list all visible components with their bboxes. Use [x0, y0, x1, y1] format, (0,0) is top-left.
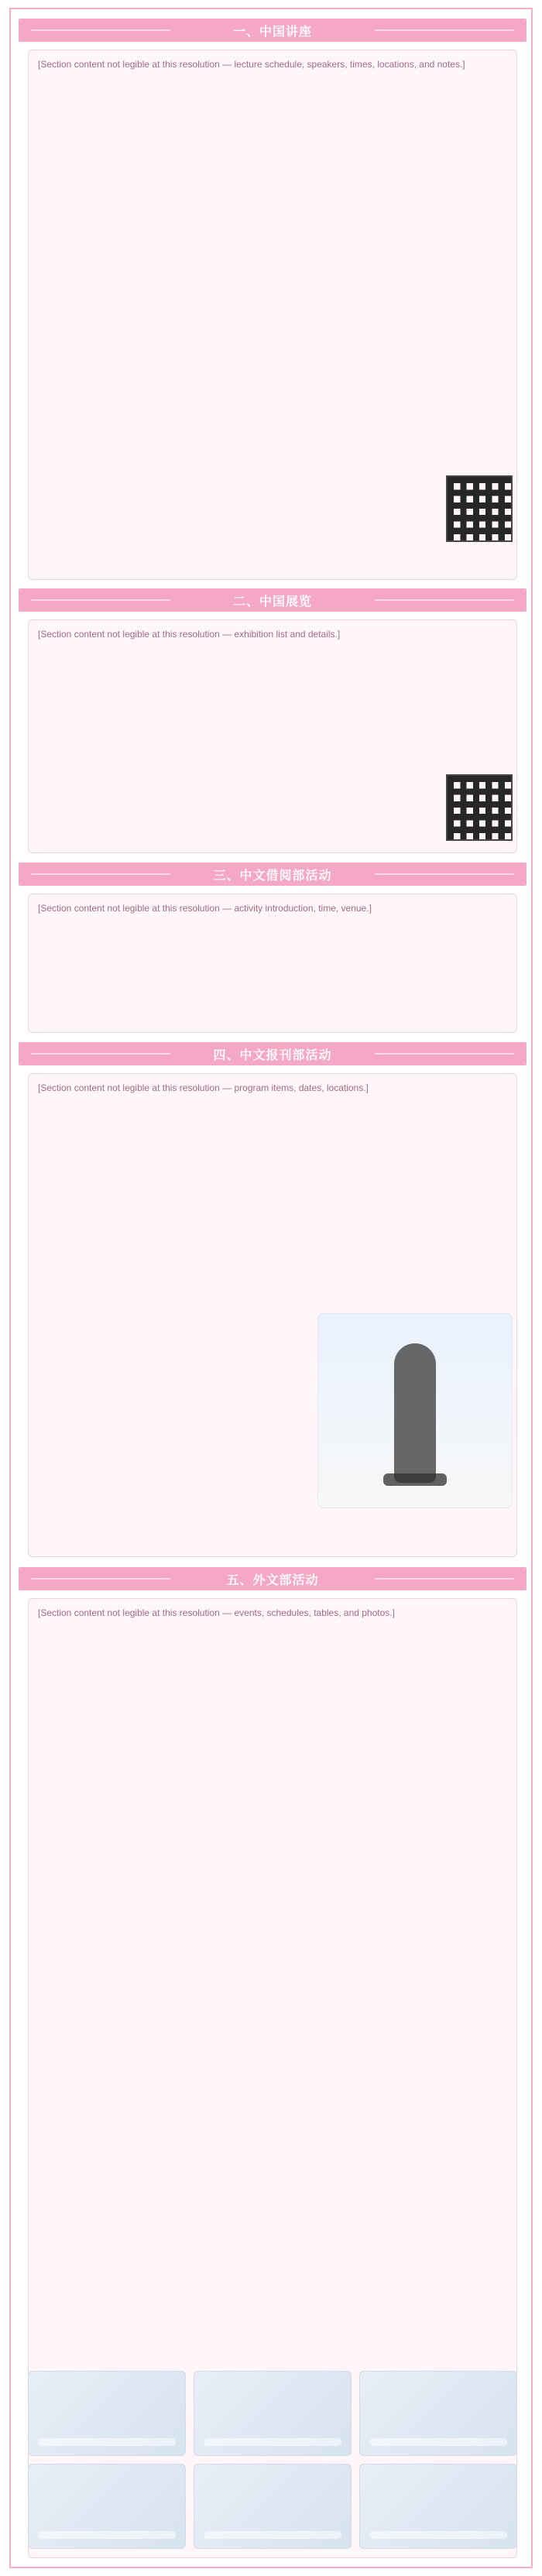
section-title: 一、中国讲座	[232, 25, 312, 39]
section-placeholder: [Section content not legible at this resolution — exhibition list and details.]	[28, 619, 517, 853]
gallery-photo	[194, 2371, 352, 2456]
section-foreign-language	[19, 1567, 527, 2558]
section-title: 二、中国展览	[232, 595, 312, 609]
section-title-band	[19, 863, 527, 886]
section-placeholder: [Section content not legible at this resolution — program items, dates, locations.]	[28, 1073, 517, 1557]
gallery-photo	[359, 2371, 517, 2456]
section-lending	[19, 863, 527, 1033]
section-content	[19, 1590, 527, 2558]
section-periodicals	[19, 1042, 527, 1557]
section-title: 四、中文报刊部活动	[213, 1048, 332, 1062]
section-content	[19, 42, 527, 580]
section-title: 五、外文部活动	[226, 1573, 319, 1587]
gallery-photo	[28, 2464, 186, 2549]
section-content	[19, 886, 527, 1033]
section-title-band	[19, 1567, 527, 1590]
gallery-photo	[359, 2464, 517, 2549]
gallery-photo	[194, 2464, 352, 2549]
gallery-photo	[28, 2371, 186, 2456]
qr-code-icon	[446, 774, 513, 841]
section-title-band	[19, 588, 527, 612]
section-placeholder: [Section content not legible at this resolution — lecture schedule, speakers, times, locations, and notes.]	[28, 50, 517, 580]
section-title: 三、中文借阅部活动	[213, 869, 332, 883]
section-content	[19, 612, 527, 853]
qr-code-icon	[446, 475, 513, 542]
poster-page	[9, 8, 533, 2568]
section-content	[19, 1065, 527, 1557]
photo-gallery	[28, 2371, 517, 2549]
section-title-band	[19, 19, 527, 42]
section-lectures	[19, 19, 527, 580]
statue-photo	[317, 1313, 513, 1508]
section-title-band	[19, 1042, 527, 1065]
section-exhibitions	[19, 588, 527, 853]
section-placeholder: [Section content not legible at this resolution — events, schedules, tables, and photos.]	[28, 1598, 517, 2558]
section-placeholder: [Section content not legible at this resolution — activity introduction, time, venue.]	[28, 894, 517, 1033]
